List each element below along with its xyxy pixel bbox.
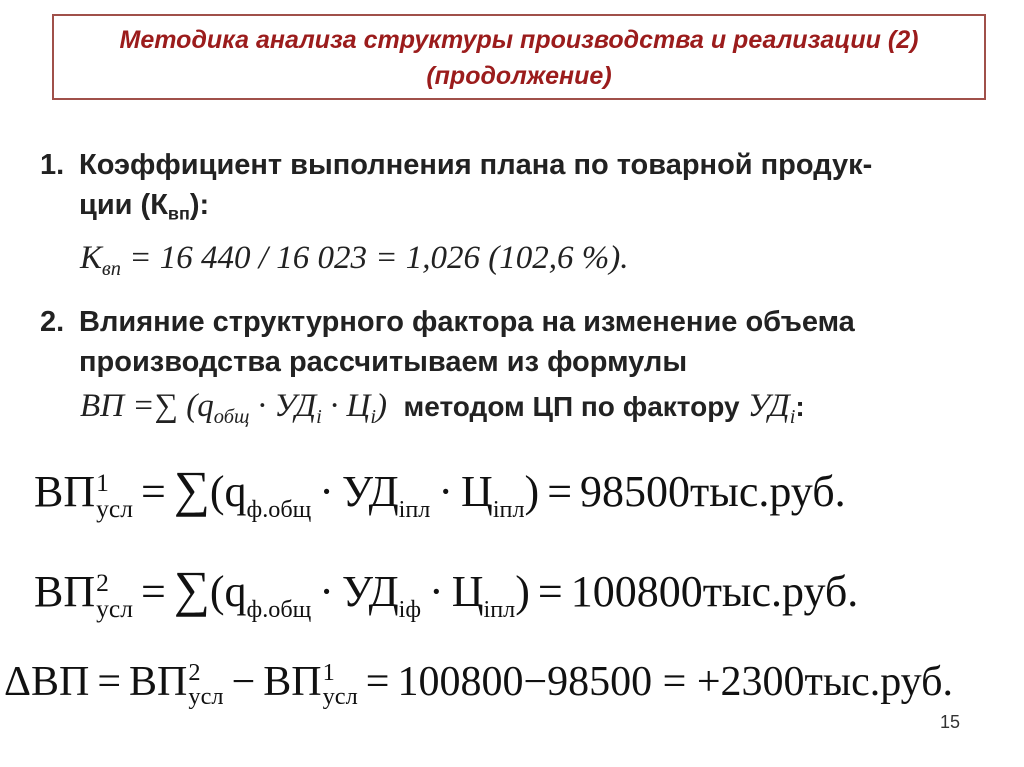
eq2-close: )	[515, 567, 530, 616]
eq2-equals: =	[140, 567, 166, 616]
equation-1	[34, 460, 846, 524]
eq3-result: 100800−98500 = +2300тыс.руб.	[397, 659, 953, 705]
eq2-open: (q	[209, 567, 247, 616]
formula-k-sub: вп	[101, 258, 122, 281]
formula-k-letter: К	[80, 240, 102, 276]
eq3-delta: ΔВП	[4, 659, 90, 705]
eq2-sup: 2	[96, 568, 109, 598]
eq1-vp: ВП	[34, 467, 96, 516]
item-1-number: 1.	[40, 149, 65, 181]
eq1-c: Ц	[461, 467, 493, 516]
item-1-line-2-end: ):	[189, 189, 210, 221]
eq1-sigma: ∑	[173, 461, 210, 517]
formula-vp-factor-sub: i	[789, 406, 796, 429]
eq2-ud-sub: iф	[398, 595, 422, 623]
eq1-sup: 1	[96, 468, 109, 498]
eq1-dot2: ·	[438, 467, 454, 516]
item-2-number: 2.	[40, 306, 65, 338]
eq1-dot1: ·	[319, 467, 334, 516]
title-line-2: (продолжение)	[426, 62, 612, 90]
formula-k	[80, 240, 628, 281]
eq3-sup1: 1	[322, 659, 335, 686]
title-line-1: Методика анализа структуры производства и реализации (2)	[119, 26, 919, 54]
formula-vp-close: )	[376, 388, 388, 424]
eq2-supsub	[96, 570, 133, 621]
eq1-close: )	[524, 467, 540, 516]
formula-vp	[80, 388, 805, 429]
item-1-subscript: вп	[167, 203, 190, 224]
eq3-equals-2: =	[365, 659, 390, 705]
item-2-line-1: Влияние структурного фактора на изменение объема	[79, 306, 855, 338]
eq2-sigma: ∑	[173, 561, 210, 617]
formula-vp-mid1: · УД	[249, 388, 317, 424]
eq2-q-sub: ф.общ	[246, 595, 312, 623]
eq1-equals-2: =	[547, 467, 573, 516]
eq3-minus: −	[231, 659, 256, 705]
item-1	[40, 145, 872, 233]
eq3-sup2: 2	[188, 659, 201, 686]
item-2	[40, 302, 855, 382]
formula-vp-factor: УД	[747, 388, 790, 424]
formula-k-rest: = 16 440 / 16 023 = 1,026 (102,6 %).	[121, 240, 629, 276]
eq3-sub2: усл	[188, 683, 224, 711]
eq3-supsub-1	[323, 661, 358, 710]
formula-vp-mid2: · Ц	[321, 388, 371, 424]
page-number: 15	[940, 712, 961, 732]
item-1-line-2: ции (К	[79, 189, 168, 221]
item-1-line-1: Коэффициент выполнения плана по товарной продук-	[79, 149, 873, 181]
slide-title	[52, 14, 986, 100]
formula-vp-sub1: общ	[213, 406, 250, 429]
eq2-dot2: ·	[429, 567, 444, 616]
formula-vp-text: методом ЦП по фактору	[403, 391, 740, 422]
equation-3	[4, 658, 953, 710]
eq2-c: Ц	[451, 567, 484, 616]
eq3-equals: =	[97, 659, 122, 705]
eq2-c-sub: iпл	[483, 595, 516, 623]
eq1-q-sub: ф.общ	[246, 495, 312, 523]
eq2-ud: УД	[341, 567, 399, 616]
eq1-sub: усл	[96, 493, 133, 523]
eq1-result: 98500тыс.руб.	[580, 467, 846, 516]
item-2-line-2: производства рассчитываем из формулы	[79, 346, 688, 378]
eq1-supsub	[96, 470, 133, 521]
eq3-vp1: ВП	[263, 659, 322, 705]
eq3-supsub-2	[188, 661, 223, 710]
eq1-ud-sub: iпл	[398, 495, 431, 523]
eq2-result: 100800тыс.руб.	[570, 567, 859, 616]
formula-vp-sub2: i	[316, 406, 322, 429]
eq2-dot1: ·	[319, 567, 334, 616]
eq1-open: (q	[209, 467, 247, 516]
eq2-vp: ВП	[34, 567, 96, 616]
formula-vp-colon: :	[795, 391, 805, 422]
eq3-sub1: усл	[322, 683, 358, 711]
eq2-sub: усл	[96, 593, 133, 623]
formula-vp-sub3: i	[370, 406, 377, 429]
eq1-ud: УД	[341, 467, 399, 516]
eq3-vp2: ВП	[129, 659, 188, 705]
eq1-equals: =	[140, 467, 166, 516]
equation-2	[34, 560, 858, 624]
eq1-c-sub: iпл	[492, 495, 525, 523]
eq2-equals-2: =	[537, 567, 563, 616]
formula-vp-lhs: ВП =∑ (q	[80, 388, 214, 424]
